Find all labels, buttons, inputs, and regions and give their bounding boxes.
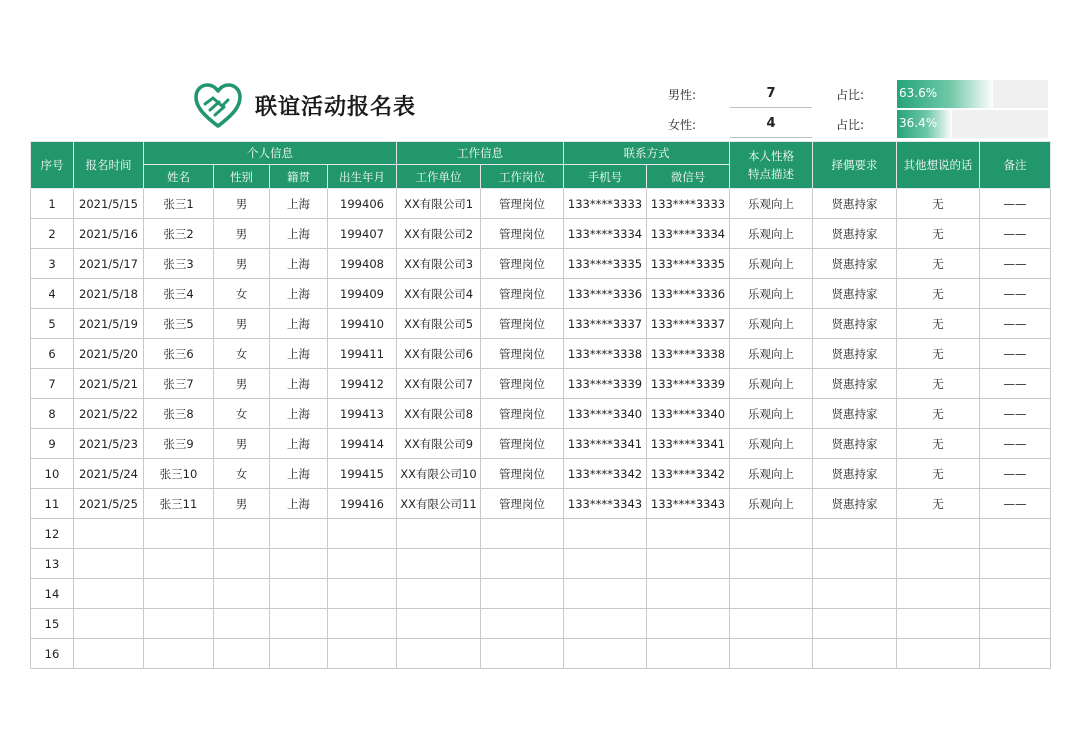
cell-spouse[interactable]: 贤惠持家 — [813, 189, 897, 219]
cell-seq[interactable]: 6 — [31, 339, 74, 369]
cell-spouse[interactable]: 贤惠持家 — [813, 429, 897, 459]
cell-personality[interactable]: 乐观向上 — [730, 429, 813, 459]
cell-position[interactable]: 管理岗位 — [481, 399, 564, 429]
cell-origin[interactable]: 上海 — [270, 429, 328, 459]
cell-seq[interactable]: 4 — [31, 279, 74, 309]
cell-company[interactable]: XX有限公司9 — [397, 429, 481, 459]
cell-name[interactable]: 张三7 — [144, 369, 214, 399]
cell-personality[interactable]: 乐观向上 — [730, 399, 813, 429]
cell-spouse[interactable]: 贤惠持家 — [813, 249, 897, 279]
cell-gender[interactable]: 女 — [214, 399, 270, 429]
cell-other[interactable] — [897, 609, 980, 639]
cell-birth[interactable]: 199411 — [328, 339, 397, 369]
table-row — [31, 219, 1051, 249]
female-label: 女性: — [668, 118, 697, 132]
cell-gender[interactable] — [214, 549, 270, 579]
cell-date[interactable]: 2021/5/18 — [74, 279, 144, 309]
cell-gender[interactable]: 男 — [214, 489, 270, 519]
cell-remark[interactable] — [980, 549, 1051, 579]
cell-other[interactable]: 无 — [897, 279, 980, 309]
cell-phone[interactable] — [564, 549, 647, 579]
cell-company[interactable]: XX有限公司5 — [397, 309, 481, 339]
cell-company[interactable]: XX有限公司2 — [397, 219, 481, 249]
page-title: 联谊活动报名表 — [255, 95, 417, 120]
heart-hands-logo-icon — [192, 80, 244, 132]
cell-spouse[interactable]: 贤惠持家 — [813, 459, 897, 489]
header-phone: 手机号 — [564, 165, 647, 189]
cell-spouse[interactable]: 贤惠持家 — [813, 369, 897, 399]
cell-remark[interactable]: —— — [980, 399, 1051, 429]
cell-name[interactable]: 张三4 — [144, 279, 214, 309]
cell-name[interactable]: 张三5 — [144, 309, 214, 339]
cell-name[interactable] — [144, 519, 214, 549]
cell-personality[interactable]: 乐观向上 — [730, 489, 813, 519]
cell-date[interactable] — [74, 519, 144, 549]
cell-wechat[interactable]: 133****3338 — [647, 339, 730, 369]
cell-wechat[interactable]: 133****3339 — [647, 369, 730, 399]
cell-phone[interactable] — [564, 579, 647, 609]
cell-company[interactable]: XX有限公司4 — [397, 279, 481, 309]
cell-company[interactable]: XX有限公司3 — [397, 249, 481, 279]
cell-other[interactable]: 无 — [897, 219, 980, 249]
cell-phone[interactable] — [564, 639, 647, 669]
cell-gender[interactable] — [214, 609, 270, 639]
cell-seq[interactable]: 5 — [31, 309, 74, 339]
cell-company[interactable]: XX有限公司7 — [397, 369, 481, 399]
cell-wechat[interactable]: 133****3335 — [647, 249, 730, 279]
cell-date[interactable]: 2021/5/21 — [74, 369, 144, 399]
cell-birth[interactable]: 199409 — [328, 279, 397, 309]
cell-gender[interactable]: 男 — [214, 429, 270, 459]
cell-remark[interactable]: —— — [980, 309, 1051, 339]
cell-origin[interactable]: 上海 — [270, 339, 328, 369]
cell-remark[interactable] — [980, 639, 1051, 669]
female-ratio-text: 36.4% — [899, 116, 938, 130]
cell-spouse[interactable]: 贤惠持家 — [813, 339, 897, 369]
cell-position[interactable]: 管理岗位 — [481, 219, 564, 249]
table-row — [31, 459, 1051, 489]
cell-wechat[interactable] — [647, 639, 730, 669]
cell-phone[interactable]: 133****3339 — [564, 369, 647, 399]
header-gender: 性别 — [214, 165, 270, 189]
male-ratio-text: 63.6% — [899, 86, 938, 100]
table-row — [31, 489, 1051, 519]
cell-remark[interactable]: —— — [980, 459, 1051, 489]
cell-position[interactable]: 管理岗位 — [481, 309, 564, 339]
cell-name[interactable]: 张三2 — [144, 219, 214, 249]
cell-position[interactable]: 管理岗位 — [481, 279, 564, 309]
cell-origin[interactable]: 上海 — [270, 309, 328, 339]
table-row — [31, 339, 1051, 369]
cell-position[interactable]: 管理岗位 — [481, 339, 564, 369]
cell-origin[interactable] — [270, 549, 328, 579]
cell-date[interactable] — [74, 639, 144, 669]
table-row — [31, 189, 1051, 219]
cell-spouse[interactable]: 贤惠持家 — [813, 489, 897, 519]
cell-origin[interactable]: 上海 — [270, 489, 328, 519]
cell-wechat[interactable]: 133****3341 — [647, 429, 730, 459]
male-label: 男性: — [668, 88, 697, 102]
cell-other[interactable] — [897, 639, 980, 669]
cell-name[interactable]: 张三6 — [144, 339, 214, 369]
cell-origin[interactable]: 上海 — [270, 249, 328, 279]
cell-remark[interactable]: —— — [980, 249, 1051, 279]
registration-table — [30, 141, 1051, 669]
header-name: 姓名 — [144, 165, 214, 189]
cell-birth[interactable] — [328, 639, 397, 669]
cell-other[interactable]: 无 — [897, 459, 980, 489]
cell-remark[interactable] — [980, 579, 1051, 609]
cell-position[interactable]: 管理岗位 — [481, 249, 564, 279]
cell-birth[interactable] — [328, 549, 397, 579]
cell-wechat[interactable]: 133****3342 — [647, 459, 730, 489]
cell-seq[interactable]: 11 — [31, 489, 74, 519]
cell-personality[interactable] — [730, 579, 813, 609]
cell-origin[interactable]: 上海 — [270, 369, 328, 399]
header-company: 工作单位 — [397, 165, 481, 189]
cell-date[interactable]: 2021/5/24 — [74, 459, 144, 489]
table-row — [31, 369, 1051, 399]
cell-company[interactable]: XX有限公司8 — [397, 399, 481, 429]
cell-birth[interactable]: 199414 — [328, 429, 397, 459]
cell-company[interactable] — [397, 519, 481, 549]
cell-company[interactable] — [397, 609, 481, 639]
cell-remark[interactable]: —— — [980, 219, 1051, 249]
cell-seq[interactable]: 13 — [31, 549, 74, 579]
cell-other[interactable]: 无 — [897, 489, 980, 519]
cell-gender[interactable]: 女 — [214, 459, 270, 489]
cell-gender[interactable]: 女 — [214, 279, 270, 309]
table-row — [31, 519, 1051, 549]
cell-personality[interactable] — [730, 549, 813, 579]
cell-remark[interactable]: —— — [980, 339, 1051, 369]
cell-phone[interactable]: 133****3337 — [564, 309, 647, 339]
cell-spouse[interactable]: 贤惠持家 — [813, 219, 897, 249]
cell-position[interactable] — [481, 579, 564, 609]
cell-gender[interactable]: 男 — [214, 369, 270, 399]
cell-remark[interactable]: —— — [980, 189, 1051, 219]
cell-position[interactable]: 管理岗位 — [481, 459, 564, 489]
male-count: 7 — [730, 82, 812, 108]
cell-date[interactable] — [74, 609, 144, 639]
header-birth: 出生年月 — [328, 165, 397, 189]
cell-name[interactable]: 张三8 — [144, 399, 214, 429]
cell-personality[interactable] — [730, 639, 813, 669]
header-spouse: 择偶要求 — [813, 142, 897, 189]
cell-personality[interactable]: 乐观向上 — [730, 309, 813, 339]
header-seq: 序号 — [31, 142, 74, 189]
cell-wechat[interactable]: 133****3334 — [647, 219, 730, 249]
header-remark: 备注 — [980, 142, 1051, 189]
cell-personality[interactable]: 乐观向上 — [730, 339, 813, 369]
cell-date[interactable]: 2021/5/15 — [74, 189, 144, 219]
cell-seq[interactable]: 2 — [31, 219, 74, 249]
female-ratio-bar — [897, 110, 1048, 138]
cell-position[interactable]: 管理岗位 — [481, 429, 564, 459]
cell-personality[interactable]: 乐观向上 — [730, 369, 813, 399]
cell-seq[interactable]: 16 — [31, 639, 74, 669]
cell-spouse[interactable] — [813, 609, 897, 639]
female-count: 4 — [730, 112, 812, 138]
cell-company[interactable]: XX有限公司1 — [397, 189, 481, 219]
cell-date[interactable]: 2021/5/16 — [74, 219, 144, 249]
table-row — [31, 579, 1051, 609]
cell-spouse[interactable] — [813, 549, 897, 579]
cell-spouse[interactable]: 贤惠持家 — [813, 399, 897, 429]
table-row — [31, 639, 1051, 669]
male-ratio-label: 占比: — [836, 88, 865, 102]
cell-company[interactable]: XX有限公司10 — [397, 459, 481, 489]
cell-birth[interactable]: 199413 — [328, 399, 397, 429]
cell-origin[interactable]: 上海 — [270, 279, 328, 309]
cell-spouse[interactable]: 贤惠持家 — [813, 309, 897, 339]
cell-birth[interactable]: 199406 — [328, 189, 397, 219]
cell-personality[interactable] — [730, 609, 813, 639]
cell-name[interactable] — [144, 579, 214, 609]
cell-birth[interactable] — [328, 609, 397, 639]
cell-other[interactable]: 无 — [897, 309, 980, 339]
cell-origin[interactable]: 上海 — [270, 189, 328, 219]
cell-birth[interactable]: 199407 — [328, 219, 397, 249]
table-row — [31, 309, 1051, 339]
cell-birth[interactable]: 199416 — [328, 489, 397, 519]
cell-spouse[interactable]: 贤惠持家 — [813, 279, 897, 309]
cell-seq[interactable]: 7 — [31, 369, 74, 399]
cell-wechat[interactable]: 133****3336 — [647, 279, 730, 309]
cell-personality[interactable]: 乐观向上 — [730, 219, 813, 249]
cell-seq[interactable]: 10 — [31, 459, 74, 489]
male-ratio-bar — [897, 80, 1048, 108]
cell-seq[interactable]: 9 — [31, 429, 74, 459]
cell-name[interactable] — [144, 609, 214, 639]
cell-phone[interactable]: 133****3333 — [564, 189, 647, 219]
header-personal: 个人信息 — [144, 142, 397, 165]
cell-personality[interactable]: 乐观向上 — [730, 459, 813, 489]
cell-origin[interactable] — [270, 519, 328, 549]
cell-phone[interactable]: 133****3334 — [564, 219, 647, 249]
cell-remark[interactable]: —— — [980, 429, 1051, 459]
cell-position[interactable]: 管理岗位 — [481, 369, 564, 399]
cell-gender[interactable]: 男 — [214, 189, 270, 219]
header-contact: 联系方式 — [564, 142, 730, 165]
cell-origin[interactable]: 上海 — [270, 219, 328, 249]
cell-position[interactable]: 管理岗位 — [481, 489, 564, 519]
cell-seq[interactable]: 1 — [31, 189, 74, 219]
cell-seq[interactable]: 12 — [31, 519, 74, 549]
cell-birth[interactable]: 199410 — [328, 309, 397, 339]
cell-name[interactable]: 张三1 — [144, 189, 214, 219]
cell-position[interactable] — [481, 519, 564, 549]
cell-wechat[interactable]: 133****3340 — [647, 399, 730, 429]
cell-wechat[interactable] — [647, 609, 730, 639]
table-row — [31, 249, 1051, 279]
cell-phone[interactable] — [564, 609, 647, 639]
cell-origin[interactable] — [270, 609, 328, 639]
cell-personality[interactable]: 乐观向上 — [730, 189, 813, 219]
cell-date[interactable]: 2021/5/25 — [74, 489, 144, 519]
table-row — [31, 609, 1051, 639]
cell-remark[interactable]: —— — [980, 279, 1051, 309]
female-ratio-label: 占比: — [836, 118, 865, 132]
cell-seq[interactable]: 14 — [31, 579, 74, 609]
cell-gender[interactable] — [214, 519, 270, 549]
cell-birth[interactable]: 199412 — [328, 369, 397, 399]
cell-name[interactable]: 张三3 — [144, 249, 214, 279]
cell-other[interactable]: 无 — [897, 369, 980, 399]
cell-date[interactable]: 2021/5/22 — [74, 399, 144, 429]
table-row — [31, 279, 1051, 309]
cell-origin[interactable] — [270, 639, 328, 669]
cell-name[interactable]: 张三11 — [144, 489, 214, 519]
cell-wechat[interactable] — [647, 519, 730, 549]
cell-gender[interactable]: 女 — [214, 339, 270, 369]
cell-gender[interactable] — [214, 639, 270, 669]
cell-spouse[interactable] — [813, 519, 897, 549]
cell-company[interactable]: XX有限公司6 — [397, 339, 481, 369]
cell-company[interactable] — [397, 579, 481, 609]
header-personality: 本人性格 特点描述 — [730, 142, 813, 189]
table-row — [31, 549, 1051, 579]
cell-other[interactable] — [897, 579, 980, 609]
cell-company[interactable] — [397, 549, 481, 579]
table-row — [31, 429, 1051, 459]
table-row — [31, 399, 1051, 429]
cell-personality[interactable]: 乐观向上 — [730, 249, 813, 279]
cell-wechat[interactable] — [647, 549, 730, 579]
cell-phone[interactable]: 133****3340 — [564, 399, 647, 429]
cell-other[interactable]: 无 — [897, 399, 980, 429]
cell-other[interactable]: 无 — [897, 249, 980, 279]
header-origin: 籍贯 — [270, 165, 328, 189]
cell-gender[interactable]: 男 — [214, 219, 270, 249]
cell-wechat[interactable]: 133****3343 — [647, 489, 730, 519]
cell-remark[interactable]: —— — [980, 369, 1051, 399]
cell-birth[interactable] — [328, 579, 397, 609]
cell-origin[interactable] — [270, 579, 328, 609]
header-work: 工作信息 — [397, 142, 564, 165]
cell-name[interactable] — [144, 549, 214, 579]
cell-company[interactable] — [397, 639, 481, 669]
cell-date[interactable]: 2021/5/23 — [74, 429, 144, 459]
cell-other[interactable]: 无 — [897, 339, 980, 369]
header-position: 工作岗位 — [481, 165, 564, 189]
cell-date[interactable]: 2021/5/20 — [74, 339, 144, 369]
cell-seq[interactable]: 8 — [31, 399, 74, 429]
cell-remark[interactable] — [980, 609, 1051, 639]
cell-other[interactable] — [897, 519, 980, 549]
cell-other[interactable]: 无 — [897, 189, 980, 219]
cell-company[interactable]: XX有限公司11 — [397, 489, 481, 519]
cell-position[interactable] — [481, 609, 564, 639]
cell-phone[interactable]: 133****3335 — [564, 249, 647, 279]
cell-phone[interactable]: 133****3343 — [564, 489, 647, 519]
cell-wechat[interactable]: 133****3333 — [647, 189, 730, 219]
cell-personality[interactable]: 乐观向上 — [730, 279, 813, 309]
cell-gender[interactable]: 男 — [214, 309, 270, 339]
cell-gender[interactable]: 男 — [214, 249, 270, 279]
cell-origin[interactable]: 上海 — [270, 399, 328, 429]
cell-date[interactable] — [74, 549, 144, 579]
cell-phone[interactable]: 133****3341 — [564, 429, 647, 459]
cell-remark[interactable]: —— — [980, 489, 1051, 519]
cell-position[interactable]: 管理岗位 — [481, 189, 564, 219]
cell-name[interactable] — [144, 639, 214, 669]
cell-seq[interactable]: 15 — [31, 609, 74, 639]
cell-remark[interactable] — [980, 519, 1051, 549]
cell-spouse[interactable] — [813, 579, 897, 609]
cell-birth[interactable]: 199415 — [328, 459, 397, 489]
cell-wechat[interactable] — [647, 579, 730, 609]
cell-date[interactable]: 2021/5/19 — [74, 309, 144, 339]
cell-other[interactable]: 无 — [897, 429, 980, 459]
cell-birth[interactable] — [328, 519, 397, 549]
cell-phone[interactable]: 133****3336 — [564, 279, 647, 309]
cell-personality[interactable] — [730, 519, 813, 549]
cell-seq[interactable]: 3 — [31, 249, 74, 279]
cell-phone[interactable]: 133****3342 — [564, 459, 647, 489]
table-body — [31, 189, 1051, 669]
cell-name[interactable]: 张三9 — [144, 429, 214, 459]
cell-date[interactable] — [74, 579, 144, 609]
cell-birth[interactable]: 199408 — [328, 249, 397, 279]
cell-position[interactable] — [481, 549, 564, 579]
cell-origin[interactable]: 上海 — [270, 459, 328, 489]
cell-spouse[interactable] — [813, 639, 897, 669]
cell-date[interactable]: 2021/5/17 — [74, 249, 144, 279]
cell-wechat[interactable]: 133****3337 — [647, 309, 730, 339]
header-date: 报名时间 — [74, 142, 144, 189]
header-wechat: 微信号 — [647, 165, 730, 189]
cell-other[interactable] — [897, 549, 980, 579]
cell-gender[interactable] — [214, 579, 270, 609]
cell-position[interactable] — [481, 639, 564, 669]
cell-phone[interactable] — [564, 519, 647, 549]
header-other: 其他想说的话 — [897, 142, 980, 189]
cell-name[interactable]: 张三10 — [144, 459, 214, 489]
cell-phone[interactable]: 133****3338 — [564, 339, 647, 369]
